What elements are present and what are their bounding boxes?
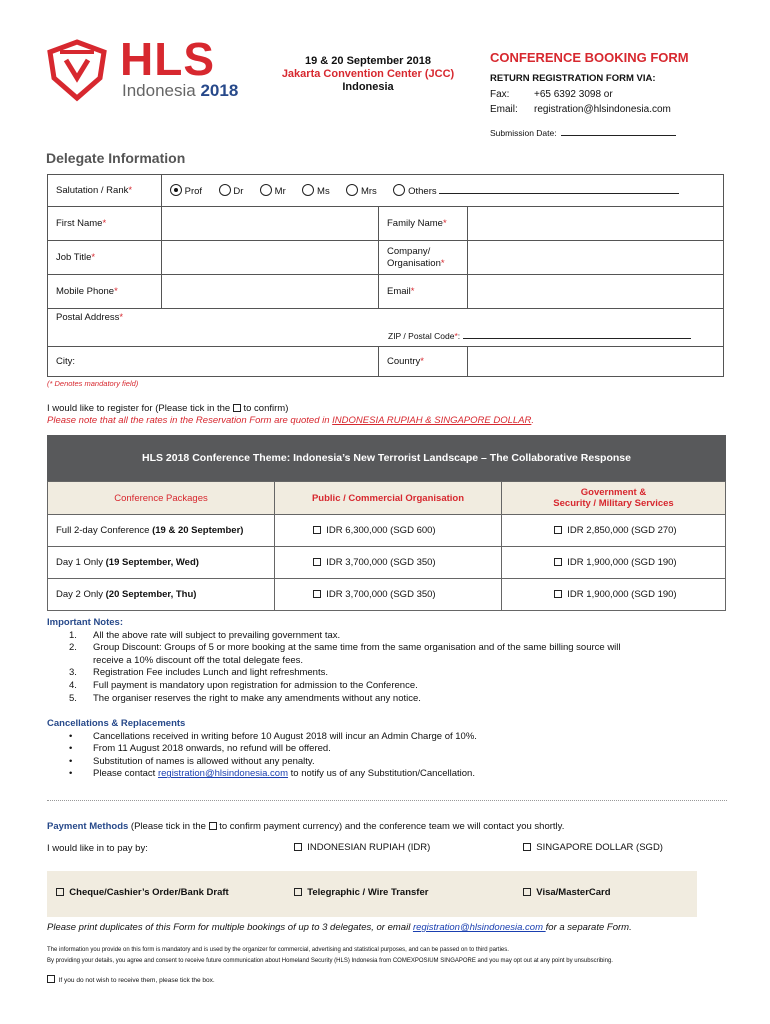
email-field-label: Email: [387, 286, 411, 297]
public-full-checkbox[interactable]: [313, 526, 321, 534]
mobile-label: Mobile Phone: [56, 286, 115, 297]
gov-price: IDR 1,900,000 (SGD 190): [567, 557, 677, 568]
delegate-table: Salutation / Rank* Prof Dr Mr Ms Mrs Others First Name* Family Name* Job Title* Company/ Organisation* Mobile Phone* Email* Postal Address* ZIP / Postal Code*: City: Country*: [47, 174, 724, 377]
note-item: Full payment is mandatory upon registration for admission to the Conference.: [93, 679, 418, 691]
gov-price: IDR 1,900,000 (SGD 190): [567, 589, 677, 600]
shield-icon: [44, 38, 110, 102]
salutation-prof[interactable]: Prof: [170, 186, 202, 197]
job-title-field[interactable]: [162, 241, 379, 275]
optout-option[interactable]: [47, 975, 215, 984]
company-label-1: Company/: [387, 245, 431, 257]
package-name: Day 1 Only: [56, 557, 106, 568]
duplicate-note: Please print duplicates of this Form for multiple bookings of up to 3 delegates, or email: [47, 922, 413, 933]
email-field[interactable]: [468, 275, 724, 309]
col-public: Public / Commercial Organisation: [311, 492, 465, 504]
payment-heading: Payment Methods: [47, 821, 129, 832]
family-name-field[interactable]: [468, 207, 724, 241]
public-price: IDR 3,700,000 (SGD 350): [326, 589, 436, 600]
package-name: Full 2-day Conference: [56, 525, 153, 536]
privacy-line-1: The information you provide on this form is mandatory and is used by the organizer for commercial, advertising and statistical purposes, and can be passed on to third parties.: [47, 947, 509, 953]
salutation-ms[interactable]: Ms: [302, 186, 329, 197]
email-label: Email:: [490, 104, 518, 115]
company-field[interactable]: [468, 241, 724, 275]
company-label-2: Organisation: [387, 257, 441, 269]
gov-day1-checkbox[interactable]: [554, 558, 562, 566]
email-value: registration@hlsindonesia.com: [534, 104, 671, 115]
note-number: 1.: [69, 629, 77, 641]
family-name-label: Family Name: [387, 218, 443, 229]
postal-label: Postal Address: [56, 312, 120, 323]
package-row: [48, 547, 726, 579]
register-text-2: to confirm): [243, 403, 289, 414]
conference-table: [47, 481, 726, 611]
cancel-heading: Cancellations & Replacements: [47, 718, 186, 729]
note-item: All the above rate will subject to prevailing government tax.: [93, 629, 341, 641]
payment-text-2: to confirm payment currency) and the conference team we will contact you shortly.: [219, 821, 565, 832]
mandatory-note: (* Denotes mandatory field): [47, 379, 139, 388]
pay-by-label: I would like in to pay by:: [47, 843, 148, 854]
fax-value: +65 6392 3098 or: [534, 89, 613, 100]
booking-title: CONFERENCE BOOKING FORM: [490, 50, 689, 65]
submission-date-label: Submission Date:: [490, 128, 557, 138]
gov-day2-checkbox[interactable]: [554, 590, 562, 598]
note-number: 3.: [69, 667, 77, 679]
idr-option[interactable]: INDONESIAN RUPIAH (IDR): [294, 842, 430, 853]
logo-sub: Indonesia: [122, 81, 196, 100]
col-gov-1: Government &: [580, 487, 647, 498]
package-dates: (19 September, Wed): [105, 557, 199, 568]
event-country: Indonesia: [342, 81, 394, 93]
sgd-option[interactable]: SINGAPORE DOLLAR (SGD): [523, 842, 663, 853]
delegate-heading: Delegate Information: [46, 150, 186, 166]
public-day1-checkbox[interactable]: [313, 558, 321, 566]
logo-year: 2018: [200, 81, 239, 100]
public-day2-checkbox[interactable]: [313, 590, 321, 598]
note-item: receive a 10% discount off the total delegate fees.: [93, 654, 304, 666]
col-gov-2: Security / Military Services: [553, 498, 674, 509]
logo-brand: HLS: [120, 33, 215, 85]
job-title-label: Job Title: [56, 252, 92, 263]
submission-date-field[interactable]: [561, 127, 676, 136]
notes-heading: Important Notes:: [47, 617, 123, 628]
note-number: 4.: [69, 679, 77, 691]
theme-title: HLS 2018 Conference Theme: Indonesia’s New Terrorist Landscape – The Collaborative Response: [142, 452, 631, 464]
note-item: Registration Fee includes Lunch and light refreshments.: [93, 667, 328, 679]
country-label: Country: [387, 356, 421, 367]
zip-label: ZIP / Postal Code: [388, 331, 455, 341]
salutation-label: Salutation / Rank: [56, 185, 129, 196]
note-item: The organiser reserves the right to make any amendments without any notice.: [93, 692, 421, 704]
return-label: RETURN REGISTRATION FORM VIA:: [490, 73, 656, 84]
package-dates: (19 & 20 September): [152, 525, 244, 536]
public-price: IDR 6,300,000 (SGD 600): [326, 525, 436, 536]
cancel-item: Substitution of names is allowed without any penalty.: [93, 755, 315, 767]
mobile-field[interactable]: [162, 275, 379, 309]
register-text: I would like to register for (Please tick in the: [47, 403, 231, 414]
package-dates: (20 September, Thu): [105, 589, 197, 600]
currency-note: Please note that all the rates in the Reservation Form are quoted in: [47, 415, 333, 426]
first-name-field[interactable]: [162, 207, 379, 241]
note-number: 5.: [69, 692, 77, 704]
card-option[interactable]: Visa/MasterCard: [523, 887, 611, 898]
event-dates: 19 & 20 September 2018: [305, 55, 431, 67]
tt-option[interactable]: Telegraphic / Wire Transfer: [294, 887, 428, 898]
cancel-item: From 11 August 2018 onwards, no refund will be offered.: [93, 743, 331, 755]
first-name-label: First Name: [56, 218, 103, 229]
note-number: 2.: [69, 642, 77, 654]
theme-banner: [47, 435, 726, 481]
confirm-checkbox-icon: [233, 404, 241, 412]
optout-text: If you do not wish to receive them, please tick the box.: [58, 977, 215, 984]
hls-logo: [44, 33, 244, 102]
privacy-line-2: By providing your details, you agree and consent to receive future communication about Homeland Security (HLS) Indonesia from COMEXPOSIUM SINGAPORE and you may opt out at any point by unsubscribing.: [47, 958, 613, 964]
salutation-mrs[interactable]: Mrs: [346, 186, 376, 197]
city-label: City:: [56, 356, 75, 367]
duplicate-email-link[interactable]: registration@hlsindonesia.com: [412, 922, 546, 933]
others-field[interactable]: [439, 185, 679, 194]
col-packages: Conference Packages: [114, 492, 208, 504]
salutation-others[interactable]: Others: [393, 186, 436, 197]
divider: [47, 800, 727, 801]
salutation-mr[interactable]: Mr: [260, 186, 286, 197]
package-row: [48, 579, 726, 611]
confirm-checkbox-icon: [209, 822, 217, 830]
fax-label: Fax:: [490, 89, 510, 100]
public-price: IDR 3,700,000 (SGD 350): [326, 557, 436, 568]
event-venue: Jakarta Convention Center (JCC): [281, 68, 455, 80]
country-field[interactable]: [468, 347, 724, 377]
currency-link[interactable]: INDONESIA RUPIAH & SINGAPORE DOLLAR: [332, 415, 532, 426]
payment-text: (Please tick in the: [128, 821, 206, 832]
salutation-dr[interactable]: Dr: [219, 186, 244, 197]
gov-price: IDR 2,850,000 (SGD 270): [567, 525, 677, 536]
package-name: Day 2 Only: [56, 589, 106, 600]
contact-email-link[interactable]: registration@hlsindonesia.com: [157, 768, 289, 780]
contact-text: Please contact: [93, 768, 158, 780]
package-row: [48, 515, 726, 547]
note-item: Group Discount: Groups of 5 or more booking at the same time from the same organisation and of the same billing source will: [93, 642, 621, 654]
cheque-option[interactable]: Cheque/Cashier’s Order/Bank Draft: [56, 887, 229, 898]
cancel-item: Cancellations received in writing before 10 August 2018 will incur an Admin Charge of 10%.: [93, 730, 477, 742]
zip-field[interactable]: [463, 330, 691, 339]
gov-full-checkbox[interactable]: [554, 526, 562, 534]
